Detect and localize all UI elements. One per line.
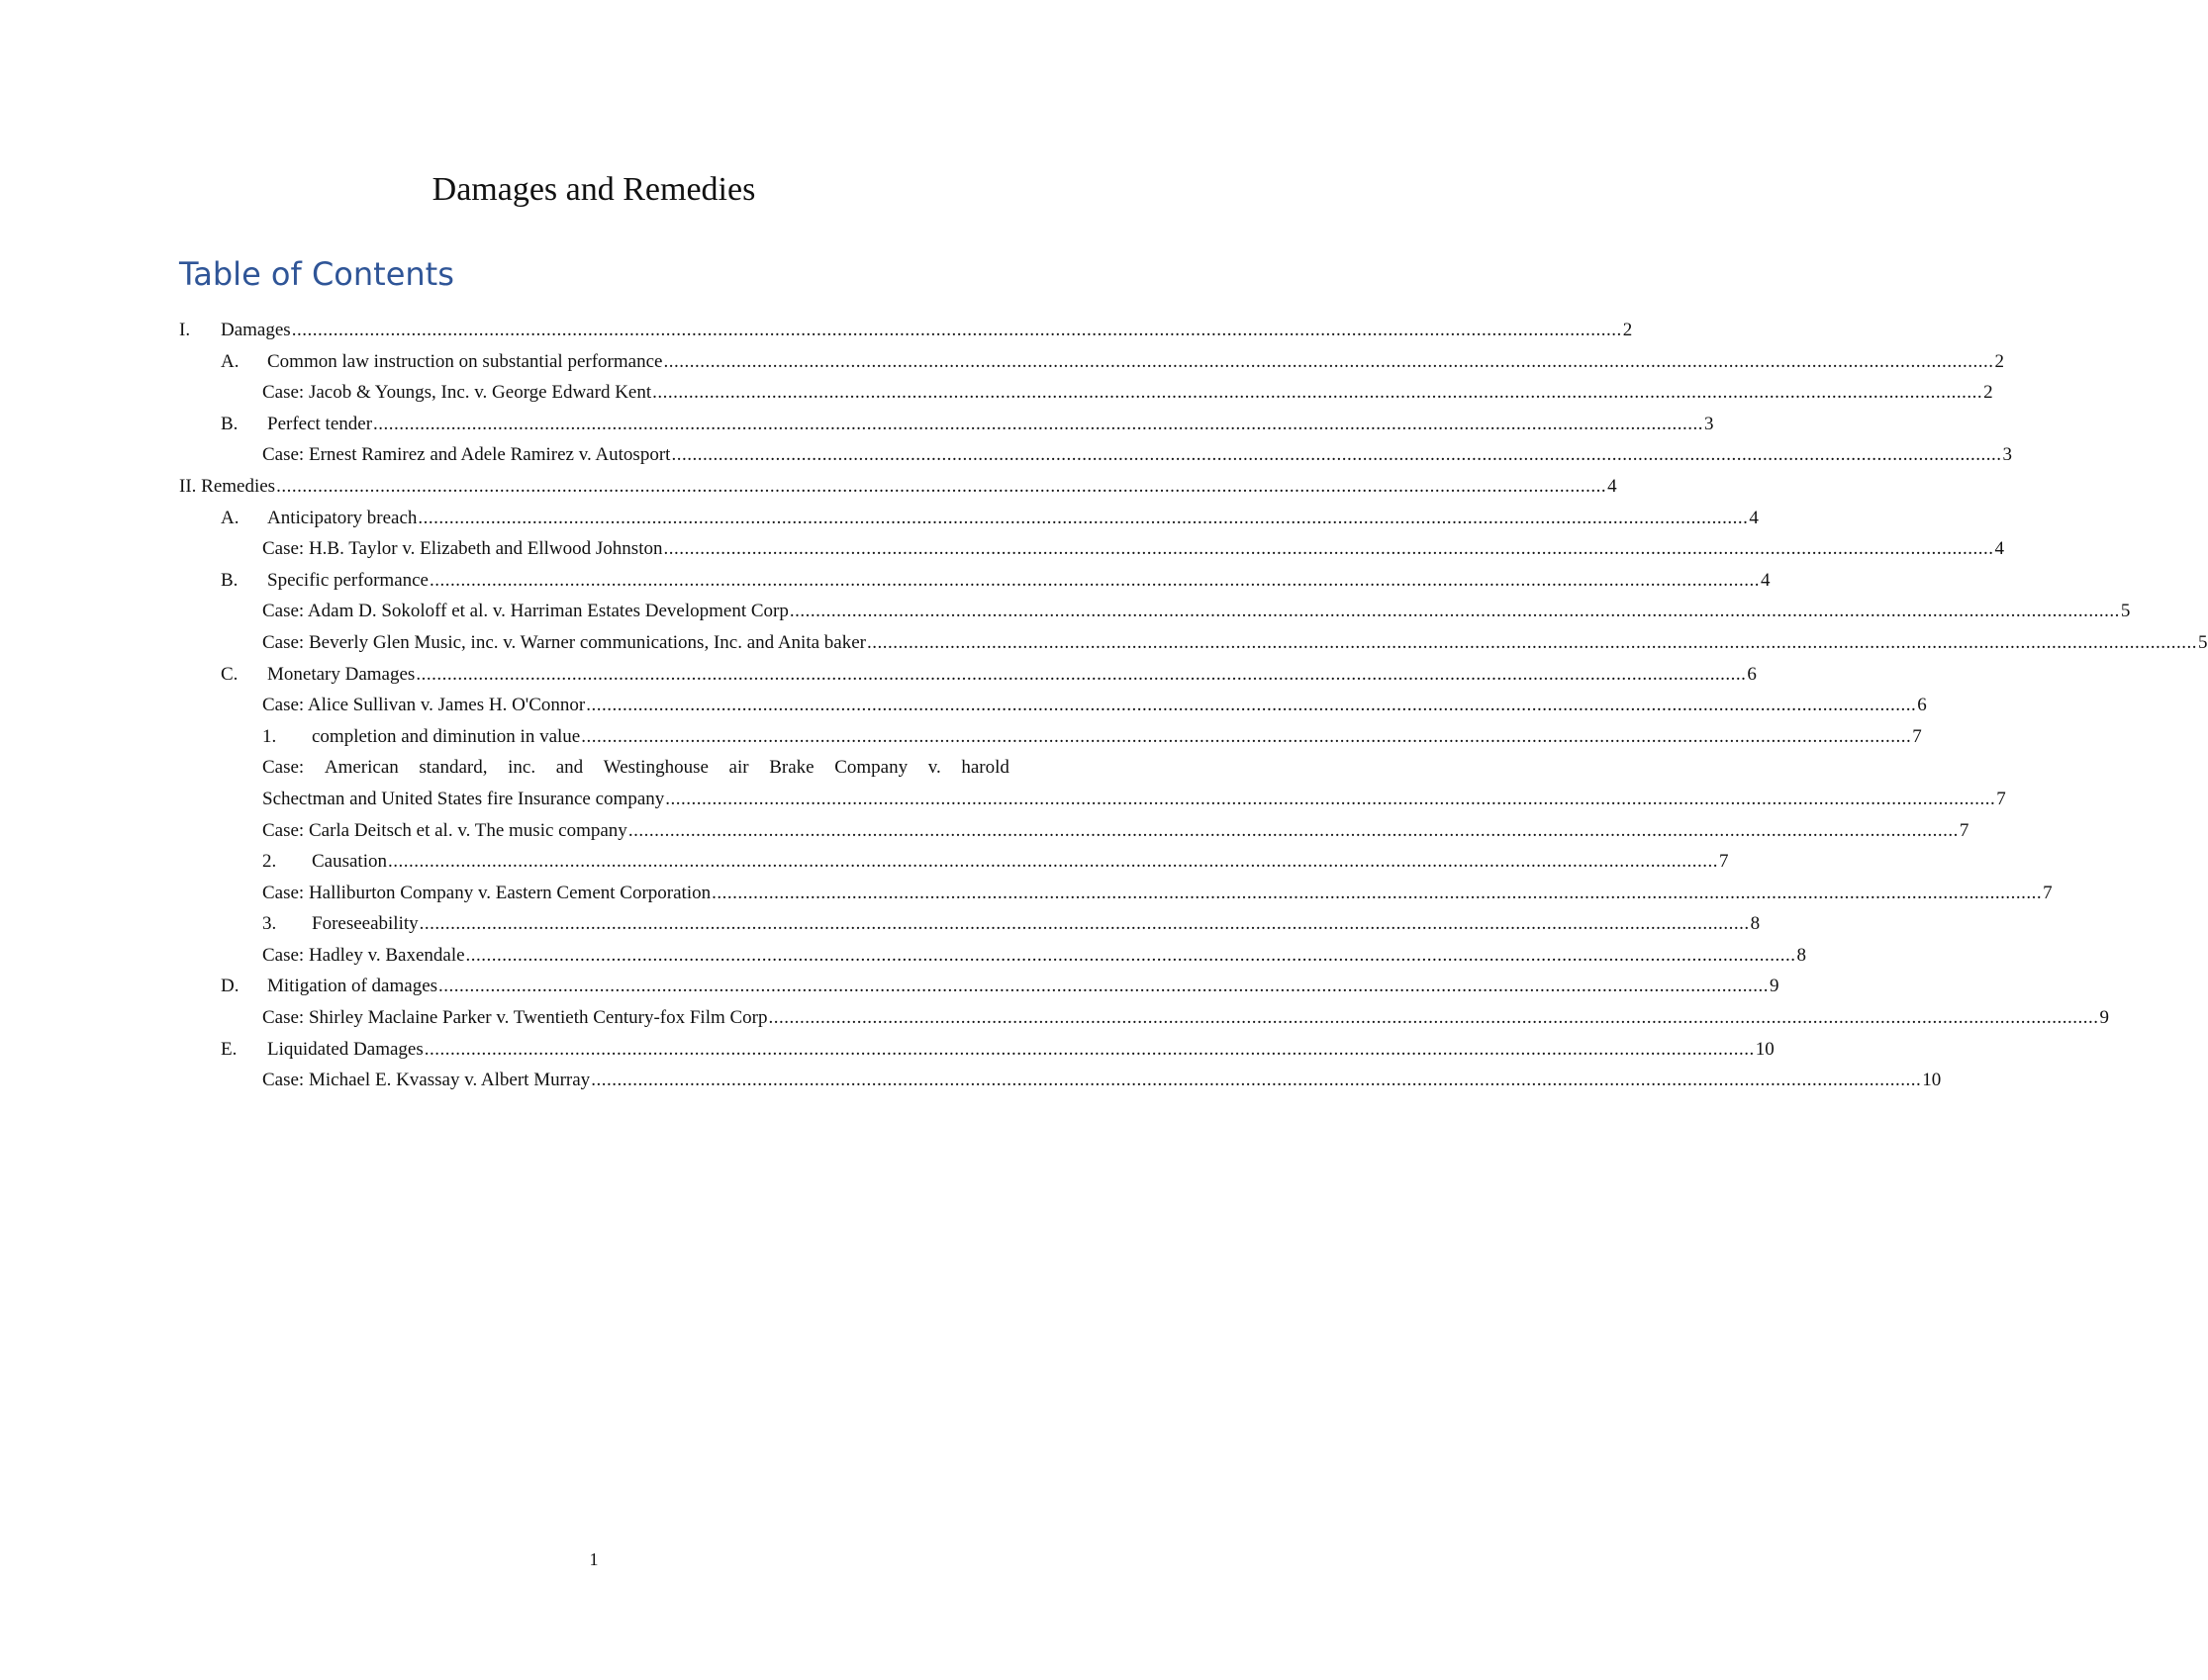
toc-page-number: 9 (2099, 1007, 2110, 1029)
toc-entry[interactable] (179, 346, 2004, 378)
toc-leader-dots (628, 815, 1959, 847)
toc-entry-number: A. (221, 350, 240, 372)
toc-entry[interactable] (179, 377, 1993, 409)
toc-leader-dots (416, 659, 1746, 691)
toc-entry-text: Specific performance (267, 569, 429, 591)
table-of-contents (179, 315, 2208, 1096)
toc-page-number: 7 (2043, 882, 2053, 903)
toc-page-number: 7 (1912, 725, 1922, 747)
document-title: Damages and Remedies (432, 171, 756, 208)
toc-entry-number: A. (221, 507, 240, 528)
toc-entry-multiline[interactable] (179, 752, 2006, 814)
toc-page-number: 4 (1749, 507, 1759, 528)
toc-entry-number: C. (221, 663, 239, 685)
toc-entry[interactable] (179, 940, 1807, 972)
toc-entry-word: inc. (508, 757, 536, 779)
toc-leader-dots (420, 908, 1750, 940)
toc-entry-text: Common law instruction on substantial performance (267, 350, 663, 372)
toc-entry-text: Anticipatory breach (267, 507, 418, 528)
toc-page-number: 6 (1747, 663, 1757, 685)
toc-entry[interactable] (179, 409, 1714, 440)
toc-entry[interactable] (179, 908, 1761, 940)
toc-entry-number: B. (221, 569, 239, 591)
toc-entry-text: Monetary Damages (267, 663, 416, 685)
toc-page-number: 4 (1607, 475, 1617, 497)
toc-entry-number: 1. (262, 725, 277, 747)
toc-entry-text: Perfect tender (267, 413, 373, 434)
toc-entry-text: Liquidated Damages (267, 1038, 424, 1060)
toc-entry-number: D. (221, 976, 240, 997)
toc-leader-dots (581, 721, 1911, 753)
toc-entry-number: I. (179, 320, 191, 340)
toc-entry-word: air (728, 757, 749, 779)
toc-entry-number: 2. (262, 851, 277, 873)
toc-leader-dots (373, 409, 1703, 440)
toc-page-number: 6 (1917, 695, 1927, 716)
toc-leader-dots (430, 565, 1760, 597)
toc-entry-text: Case: Ernest Ramirez and Adele Ramirez v. Autosport (262, 444, 671, 466)
toc-entry-line-1 (262, 752, 1009, 784)
toc-entry-text: Case: Jacob & Youngs, Inc. v. George Edward Kent (262, 382, 652, 404)
toc-page-number: 7 (1996, 788, 2006, 809)
toc-entry-word: Case: (262, 757, 305, 779)
toc-entry-text: Schectman and United States fire Insurance company (262, 788, 665, 809)
toc-entry-word: Company (834, 757, 909, 779)
toc-leader-dots (652, 377, 1982, 409)
toc-entry[interactable] (179, 503, 1759, 534)
toc-page-number: 2 (1983, 382, 1993, 404)
toc-entry-text: Case: Shirley Maclaine Parker v. Twentieth Century-fox Film Corp (262, 1007, 768, 1029)
toc-entry-text: Case: Adam D. Sokoloff et al. v. Harriman Estates Development Corp (262, 601, 789, 622)
toc-entry-number: B. (221, 413, 239, 434)
toc-leader-dots (466, 940, 1796, 972)
toc-entry-line-2 (262, 784, 2006, 815)
toc-entry[interactable] (179, 315, 1633, 346)
toc-entry[interactable] (179, 878, 2053, 909)
toc-entry-word: American (324, 757, 399, 779)
toc-leader-dots (438, 971, 1769, 1002)
toc-page-number: 7 (1719, 851, 1729, 873)
toc-entry-text: Case: Hadley v. Baxendale (262, 944, 465, 966)
toc-page-number: 8 (1796, 944, 1807, 966)
toc-entry-word: Brake (769, 757, 815, 779)
toc-page-number: 9 (1770, 976, 1779, 997)
toc-entry-word: standard, (419, 757, 488, 779)
toc-leader-dots (276, 471, 1606, 503)
toc-entry[interactable] (179, 659, 1757, 691)
toc-entry[interactable] (179, 971, 1779, 1002)
toc-entry[interactable] (179, 815, 1969, 847)
toc-page-number: 3 (1704, 413, 1714, 434)
toc-entry[interactable] (179, 439, 2012, 471)
toc-leader-dots (591, 1065, 1921, 1096)
toc-entry[interactable] (179, 1002, 2110, 1034)
toc-entry-text: Foreseeability (312, 913, 419, 935)
toc-entry[interactable] (179, 721, 1922, 753)
toc-entry-text: Causation (312, 851, 387, 873)
toc-entries-group (179, 315, 2208, 752)
toc-entry-number: 3. (262, 913, 277, 935)
toc-entry[interactable] (179, 627, 2208, 659)
toc-entry-word: harold (961, 757, 1009, 779)
toc-entry-text: Case: Carla Deitsch et al. v. The music company (262, 819, 627, 841)
toc-leader-dots (418, 503, 1748, 534)
toc-page-number: 10 (1755, 1038, 1775, 1060)
toc-entry-text: Damages (221, 320, 291, 340)
toc-leader-dots (663, 533, 1993, 565)
toc-entry[interactable] (179, 471, 1617, 503)
toc-leader-dots (586, 690, 1916, 721)
toc-entries-group (179, 815, 2110, 1096)
toc-entry-text: Case: Beverly Glen Music, inc. v. Warner communications, Inc. and Anita baker (262, 631, 866, 653)
toc-entry[interactable] (179, 596, 2131, 627)
toc-entry-text: Case: Halliburton Company v. Eastern Cement Corporation (262, 882, 712, 903)
toc-leader-dots (663, 346, 1993, 378)
toc-entry-text: Case: Alice Sullivan v. James H. O'Connor (262, 695, 586, 716)
toc-page-number: 4 (1994, 538, 2004, 560)
toc-page-number: 3 (2002, 444, 2012, 466)
toc-leader-dots (790, 596, 2120, 627)
toc-entry-text: completion and diminution in value (312, 725, 581, 747)
toc-entry-text: Case: H.B. Taylor v. Elizabeth and Ellwood Johnston (262, 538, 663, 560)
toc-entry-text: Case: Michael E. Kvassay v. Albert Murray (262, 1070, 591, 1091)
toc-entry-word: v. (927, 757, 941, 779)
toc-page-number: 10 (1922, 1070, 1942, 1091)
toc-entry-word: Westinghouse (603, 757, 709, 779)
toc-leader-dots (292, 315, 1622, 346)
toc-leader-dots (388, 846, 1718, 878)
toc-page-number: 8 (1750, 913, 1761, 935)
toc-entry-number: E. (221, 1038, 238, 1060)
toc-leader-dots (769, 1002, 2099, 1034)
toc-entry[interactable] (179, 690, 1927, 721)
toc-page-number: 7 (1959, 819, 1969, 841)
toc-leader-dots (712, 878, 2042, 909)
toc-leader-dots (867, 627, 2197, 659)
page-number: 1 (589, 1549, 599, 1569)
toc-entry[interactable] (179, 846, 1729, 878)
toc-entry-word: and (555, 757, 584, 779)
toc-entry[interactable] (179, 565, 1771, 597)
toc-heading: Table of Contents (179, 255, 454, 293)
toc-entry[interactable] (179, 533, 2004, 565)
toc-leader-dots (425, 1034, 1755, 1066)
toc-entry[interactable] (179, 1034, 1775, 1066)
toc-leader-dots (671, 439, 2001, 471)
toc-leader-dots (665, 784, 1995, 815)
toc-entry-text: Mitigation of damages (267, 976, 438, 997)
toc-entry[interactable] (179, 1065, 1942, 1096)
toc-page-number: 2 (1622, 320, 1633, 340)
toc-entry-text: II. Remedies (179, 475, 276, 497)
toc-page-number: 4 (1761, 569, 1771, 591)
toc-page-number: 5 (2198, 631, 2208, 653)
toc-page-number: 2 (1994, 350, 2004, 372)
toc-page-number: 5 (2120, 601, 2131, 622)
